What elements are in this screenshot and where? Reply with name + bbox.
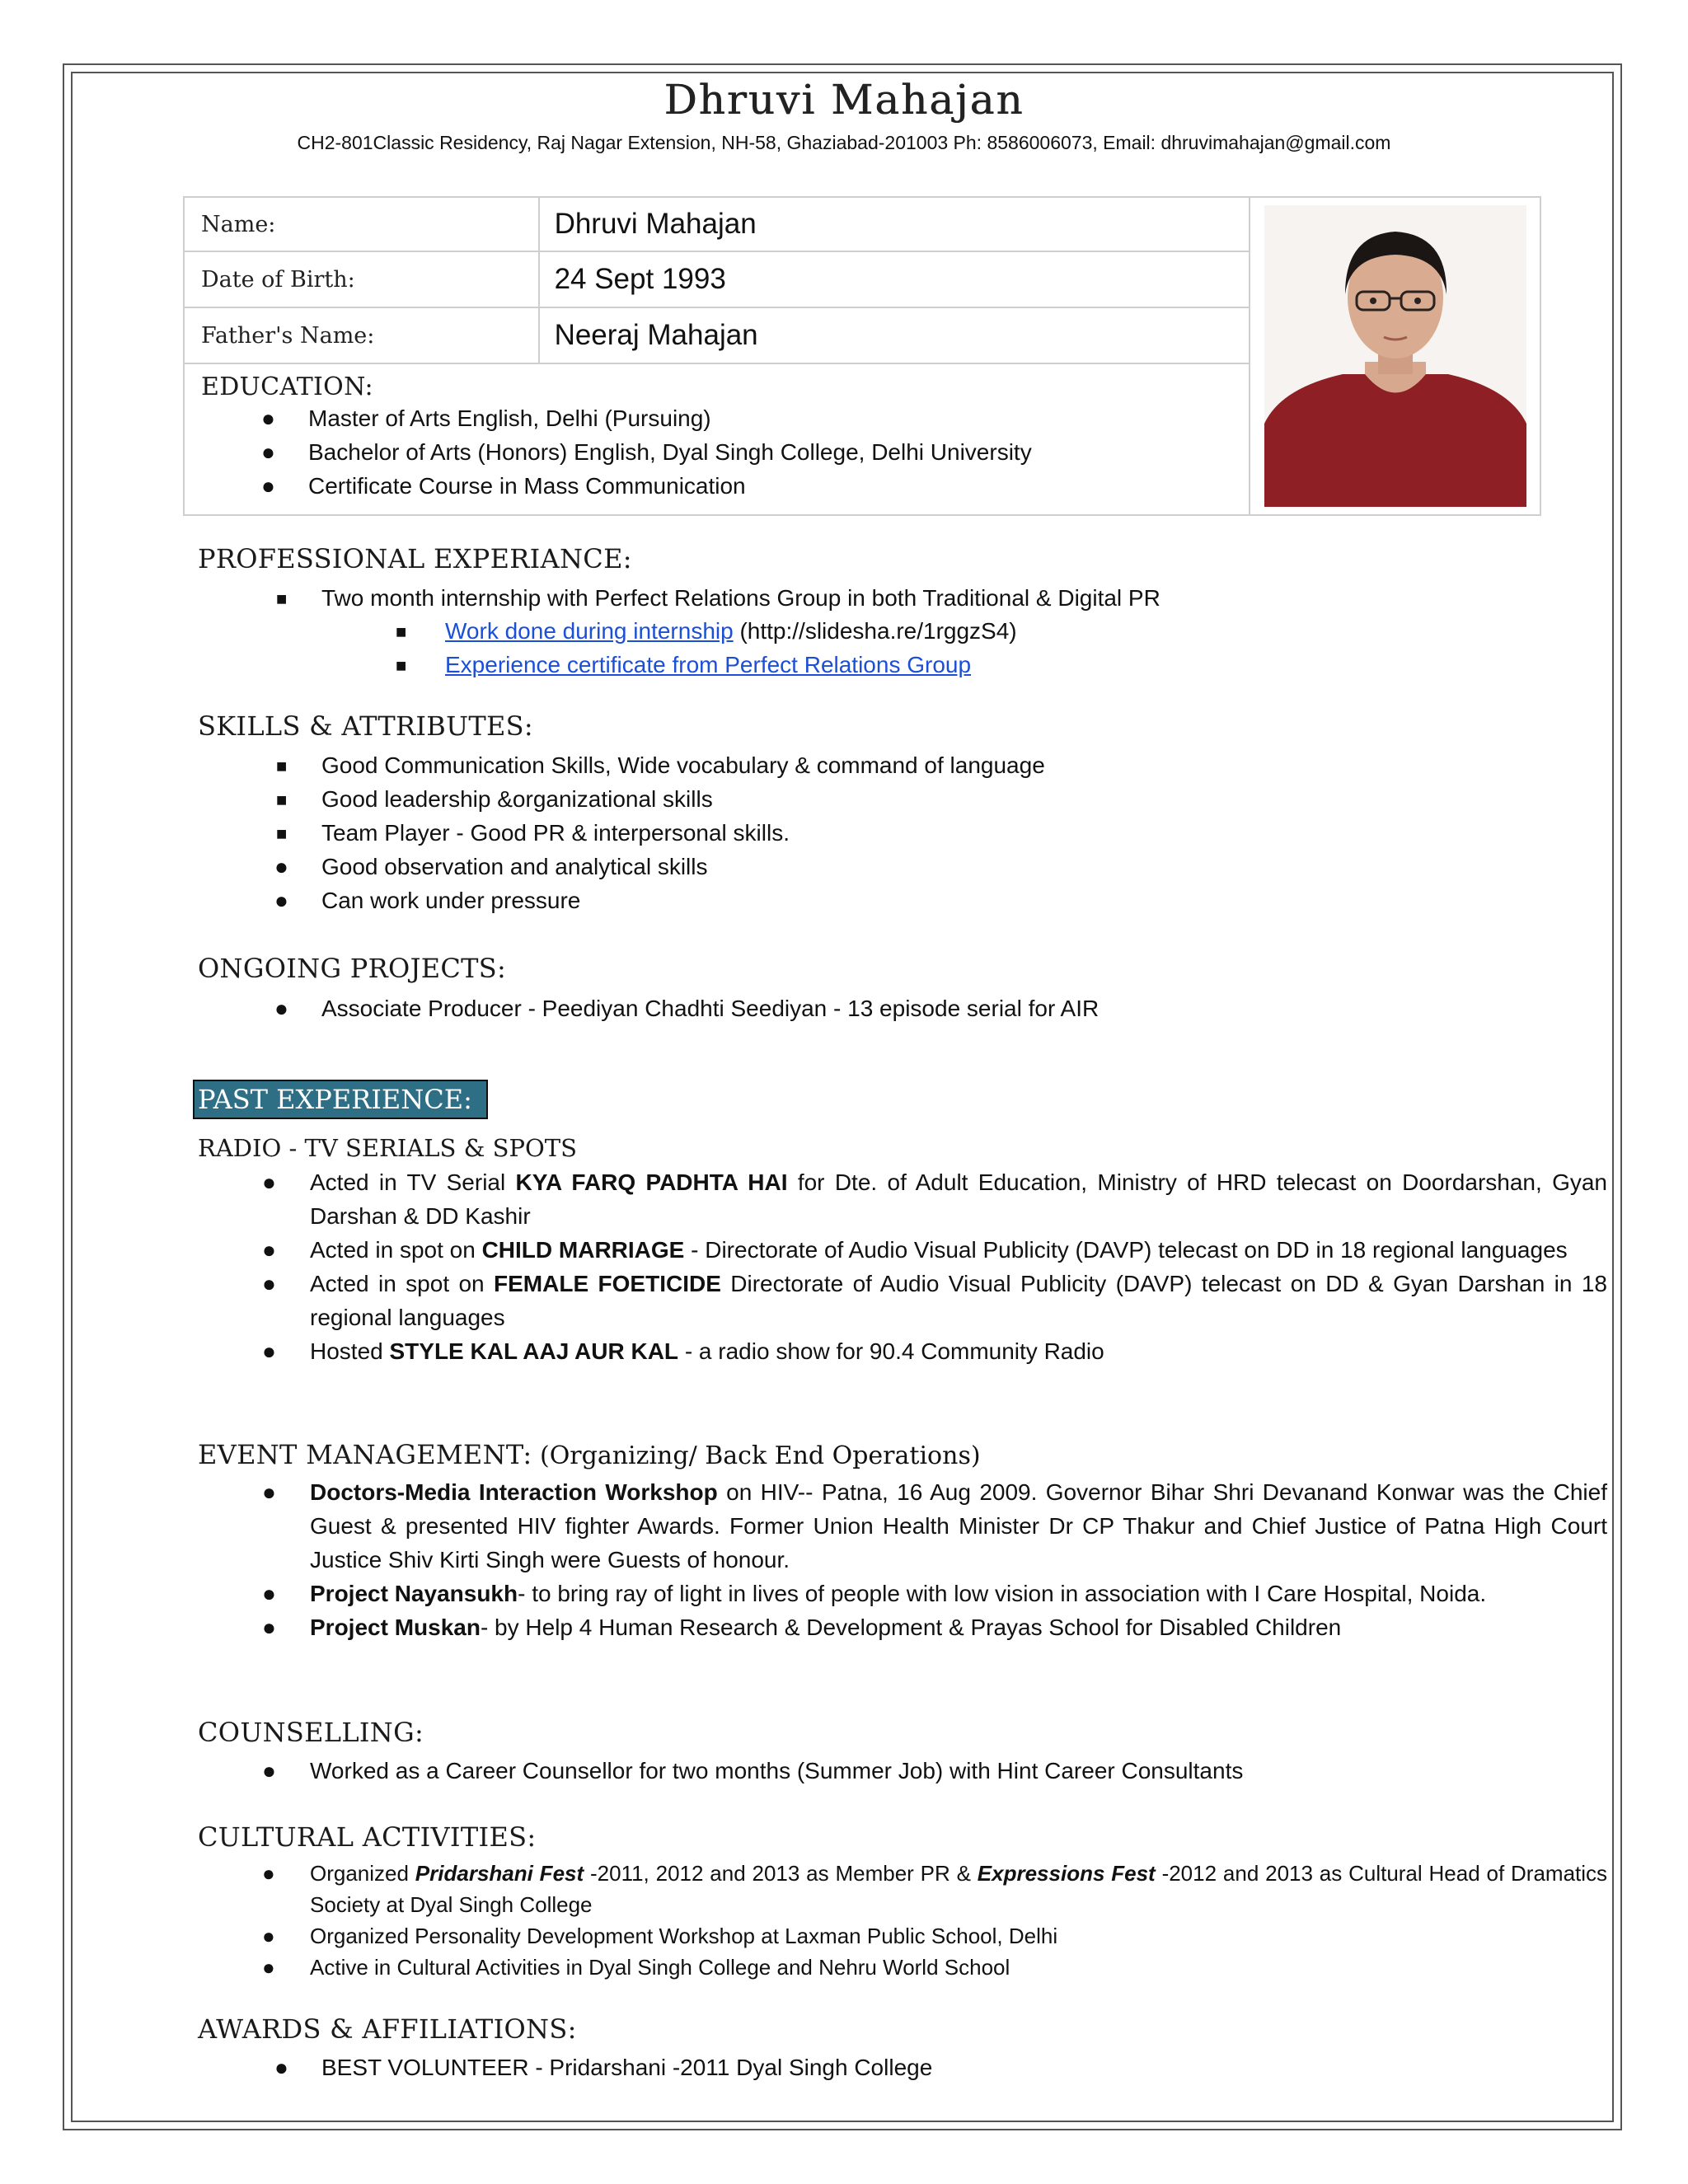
awards-list [198, 2050, 932, 2084]
bullet-square-icon: ■ [276, 823, 288, 844]
profile-photo-image [1264, 205, 1526, 507]
list-item: ● Organized Personality Development Workshop at Laxman Public School, Delhi [198, 1920, 1607, 1952]
skills-list-dots [198, 850, 707, 917]
bullet-square-icon: ■ [396, 655, 407, 676]
list-item: ● Certificate Course in Mass Communication [185, 469, 1249, 503]
list-item: ● Hosted STYLE KAL AAJ AUR KAL - a radio show for 90.4 Community Radio [198, 1334, 1607, 1368]
bullet-square-icon: ■ [276, 588, 288, 609]
father-name-label: Father's Name: [184, 307, 539, 363]
list-item: ● Worked as a Career Counsellor for two months (Summer Job) with Hint Career Consultants [198, 1754, 1607, 1788]
event-list [198, 1475, 1607, 1644]
education-list [185, 401, 1249, 503]
list-item: ■ Good Communication Skills, Wide vocabulary & command of language [198, 748, 1045, 782]
resume-name-title: Dhruvi Mahajan [663, 76, 1025, 124]
radio-tv-list [198, 1165, 1607, 1368]
list-item: ■ Good leadership &organizational skills [198, 782, 1045, 816]
bullet-icon: ● [261, 439, 275, 465]
list-item: ● Active in Cultural Activities in Dyal Singh College and Nehru World School [198, 1952, 1607, 1983]
education-cell [184, 363, 1250, 515]
bullet-icon: ● [274, 2055, 288, 2080]
profile-photo [1264, 205, 1526, 507]
name-value: Dhruvi Mahajan [539, 197, 1250, 251]
bullet-icon: ● [262, 1615, 276, 1640]
bullet-icon: ● [262, 1955, 275, 1980]
bullet-icon: ● [262, 1924, 275, 1948]
cultural-list [198, 1858, 1607, 1983]
bullet-square-icon: ■ [396, 621, 407, 642]
bullet-icon: ● [262, 1581, 276, 1606]
list-item: ● BEST VOLUNTEER - Pridarshani -2011 Dyal Singh College [198, 2050, 932, 2084]
bullet-icon: ● [261, 473, 275, 499]
name-label: Name: [184, 197, 539, 251]
awards-heading: AWARDS & AFFILIATIONS: [198, 2013, 577, 2045]
ongoing-heading: ONGOING PROJECTS: [198, 953, 507, 984]
list-item: ● Associate Producer - Peediyan Chadhti Seediyan - 13 episode serial for AIR [198, 991, 1099, 1025]
skills-list [198, 748, 1045, 850]
bullet-icon: ● [262, 1338, 276, 1364]
list-item: ● Acted in spot on CHILD MARRIAGE - Directorate of Audio Visual Publicity (DAVP) telecast on DD in 18 regional languages [198, 1233, 1607, 1267]
bullet-square-icon: ■ [276, 790, 288, 810]
list-item: ■ Team Player - Good PR & interpersonal skills. [198, 816, 1045, 850]
event-heading: EVENT MANAGEMENT: [198, 1439, 532, 1470]
list-item: ● Project Nayansukh- to bring ray of light in lives of people with low vision in association with I Care Hospital, Noida. [198, 1577, 1607, 1610]
bullet-icon: ● [261, 405, 275, 431]
list-item: ● Good observation and analytical skills [198, 850, 707, 883]
experience-certificate-link[interactable]: Experience certificate from Perfect Relations Group [445, 652, 972, 677]
professional-heading: PROFESSIONAL EXPERIANCE: [198, 543, 632, 574]
list-item: ■ Two month internship with Perfect Relations Group in both Traditional & Digital PR [198, 581, 1160, 615]
skills-heading: SKILLS & ATTRIBUTES: [198, 710, 533, 742]
bullet-icon: ● [262, 1758, 276, 1783]
event-heading-row [198, 1439, 981, 1470]
photo-cell [1250, 197, 1540, 515]
father-name-value: Neeraj Mahajan [539, 307, 1250, 363]
list-item: ● Doctors-Media Interaction Workshop on HIV-- Patna, 16 Aug 2009. Governor Bihar Shri Devanand Konwar was the Chief Guest & presented HIV fighter Awards. Former Union Health Minister Dr CP Thakur and Chief Justice of Patna High Court Justice Shiv Kirti Singh were Guests of honour. [198, 1475, 1607, 1577]
list-item [198, 648, 1017, 682]
bullet-icon: ● [262, 1479, 276, 1505]
list-item: ■ Work done during internship (http://slidesha.re/1rggzS4) [198, 614, 1017, 648]
event-heading-note: (Organizing/ Back End Operations) [532, 1441, 981, 1470]
work-done-link[interactable]: Work done during internship [445, 618, 734, 644]
cultural-heading: CULTURAL ACTIVITIES: [198, 1821, 537, 1853]
bullet-icon: ● [274, 888, 288, 913]
dob-value: 24 Sept 1993 [539, 251, 1250, 307]
professional-list [198, 581, 1160, 615]
list-item: ● Organized Pridarshani Fest -2011, 2012 and 2013 as Member PR & Expressions Fest -2012 and 2013 as Cultural Head of Dramatics Society at Dyal Singh College [198, 1858, 1607, 1920]
bullet-icon: ● [274, 854, 288, 879]
personal-info-table [183, 196, 1541, 516]
past-experience-heading: PAST EXPERIENCE: [193, 1080, 488, 1119]
list-item: ● Master of Arts English, Delhi (Pursuing) [185, 401, 1249, 435]
bullet-icon: ● [262, 1271, 276, 1296]
bullet-square-icon: ■ [276, 756, 288, 776]
dob-label: Date of Birth: [184, 251, 539, 307]
bullet-icon: ● [274, 996, 288, 1021]
list-item: ● Bachelor of Arts (Honors) English, Dyal Singh College, Delhi University [185, 435, 1249, 469]
counselling-list [198, 1754, 1607, 1788]
bullet-icon: ● [262, 1169, 276, 1195]
professional-sublist [198, 614, 1017, 682]
list-item: ● Project Muskan- by Help 4 Human Research & Development & Prayas School for Disabled Children [198, 1610, 1607, 1644]
ongoing-list [198, 991, 1099, 1025]
list-item: ● Acted in TV Serial KYA FARQ PADHTA HAI for Dte. of Adult Education, Ministry of HRD telecast on Doordarshan, Gyan Darshan & DD Kashir [198, 1165, 1607, 1233]
education-heading: EDUCATION: [201, 373, 373, 401]
counselling-heading: COUNSELLING: [198, 1717, 424, 1748]
bullet-icon: ● [262, 1237, 276, 1263]
list-item: ● Can work under pressure [198, 883, 707, 917]
contact-address: CH2-801Classic Residency, Raj Nagar Extension, NH-58, Ghaziabad-201003 Ph: 8586006073, Email: dhruvimahajan@gmail.com [297, 132, 1391, 153]
list-item: ● Acted in spot on FEMALE FOETICIDE Directorate of Audio Visual Publicity (DAVP) telecast on DD & Gyan Darshan in 18 regional languages [198, 1267, 1607, 1334]
bullet-icon: ● [262, 1861, 275, 1886]
radio-tv-subheading: RADIO - TV SERIALS & SPOTS [198, 1134, 578, 1162]
